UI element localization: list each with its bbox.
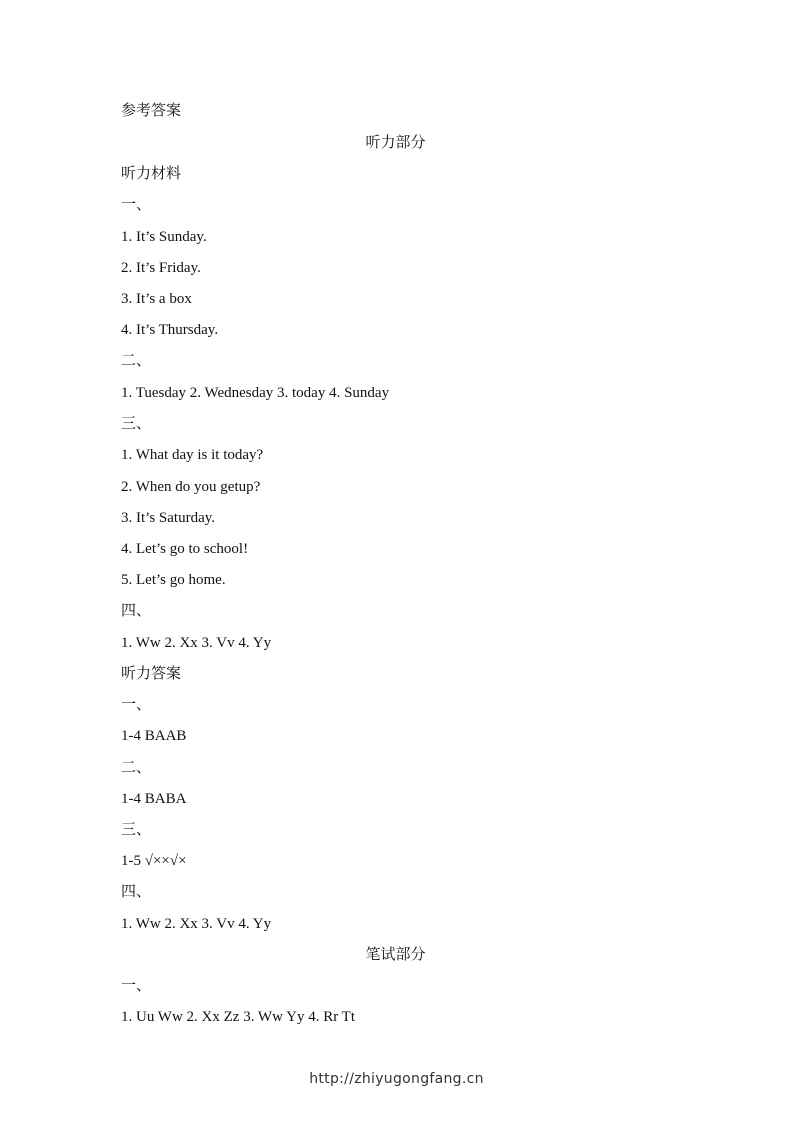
lm-part1-item: 2. It’s Friday. (121, 260, 201, 276)
lm-part1-item: 1. It’s Sunday. (121, 229, 207, 245)
la-part3-text: 1-5 √××√× (121, 853, 187, 869)
listening-section-heading (0, 134, 793, 152)
w-part1-text: 1. Uu Ww 2. Xx Zz 3. Ww Yy 4. Rr Tt (121, 1009, 356, 1025)
la-part2-text: 1-4 BABA (121, 791, 187, 807)
lm-part1-item: 3. It’s a box (121, 291, 192, 307)
lm-part4-label: 四、 (121, 603, 152, 619)
la-part4-text: 1. Ww 2. Xx 3. Vv 4. Yy (121, 916, 272, 932)
lm-part4-text: 1. Ww 2. Xx 3. Vv 4. Yy (121, 635, 272, 651)
lm-part3-item: 5. Let’s go home. (121, 572, 226, 588)
doc-title: 参考答案 (121, 103, 182, 119)
written-section-heading-text: 笔试部分 (365, 947, 426, 963)
lm-part1-item: 4. It’s Thursday. (121, 322, 219, 338)
lm-part3-item: 1. What day is it today? (121, 447, 264, 463)
la-part1-text: 1-4 BAAB (121, 728, 187, 744)
lm-part3-label: 三、 (121, 416, 152, 432)
listening-material-heading: 听力材料 (121, 166, 182, 182)
la-part4-label: 四、 (121, 884, 152, 900)
listening-answers-heading: 听力答案 (121, 666, 182, 682)
lm-part3-item: 2. When do you getup? (121, 479, 261, 495)
lm-part3-item: 4. Let’s go to school! (121, 541, 249, 557)
la-part1-label: 一、 (121, 697, 152, 713)
lm-part1-label: 一、 (121, 197, 152, 213)
la-part3-label: 三、 (121, 822, 152, 838)
lm-part3-item: 3. It’s Saturday. (121, 510, 216, 526)
la-part2-label: 二、 (121, 760, 152, 776)
lm-part2-label: 二、 (121, 353, 152, 369)
listening-section-heading-text: 听力部分 (365, 135, 426, 151)
lm-part2-text: 1. Tuesday 2. Wednesday 3. today 4. Sunday (121, 385, 390, 401)
w-part1-label: 一、 (121, 978, 152, 994)
footer-url: http://zhiyugongfang.cn (309, 1071, 484, 1087)
written-section-heading (0, 946, 793, 964)
